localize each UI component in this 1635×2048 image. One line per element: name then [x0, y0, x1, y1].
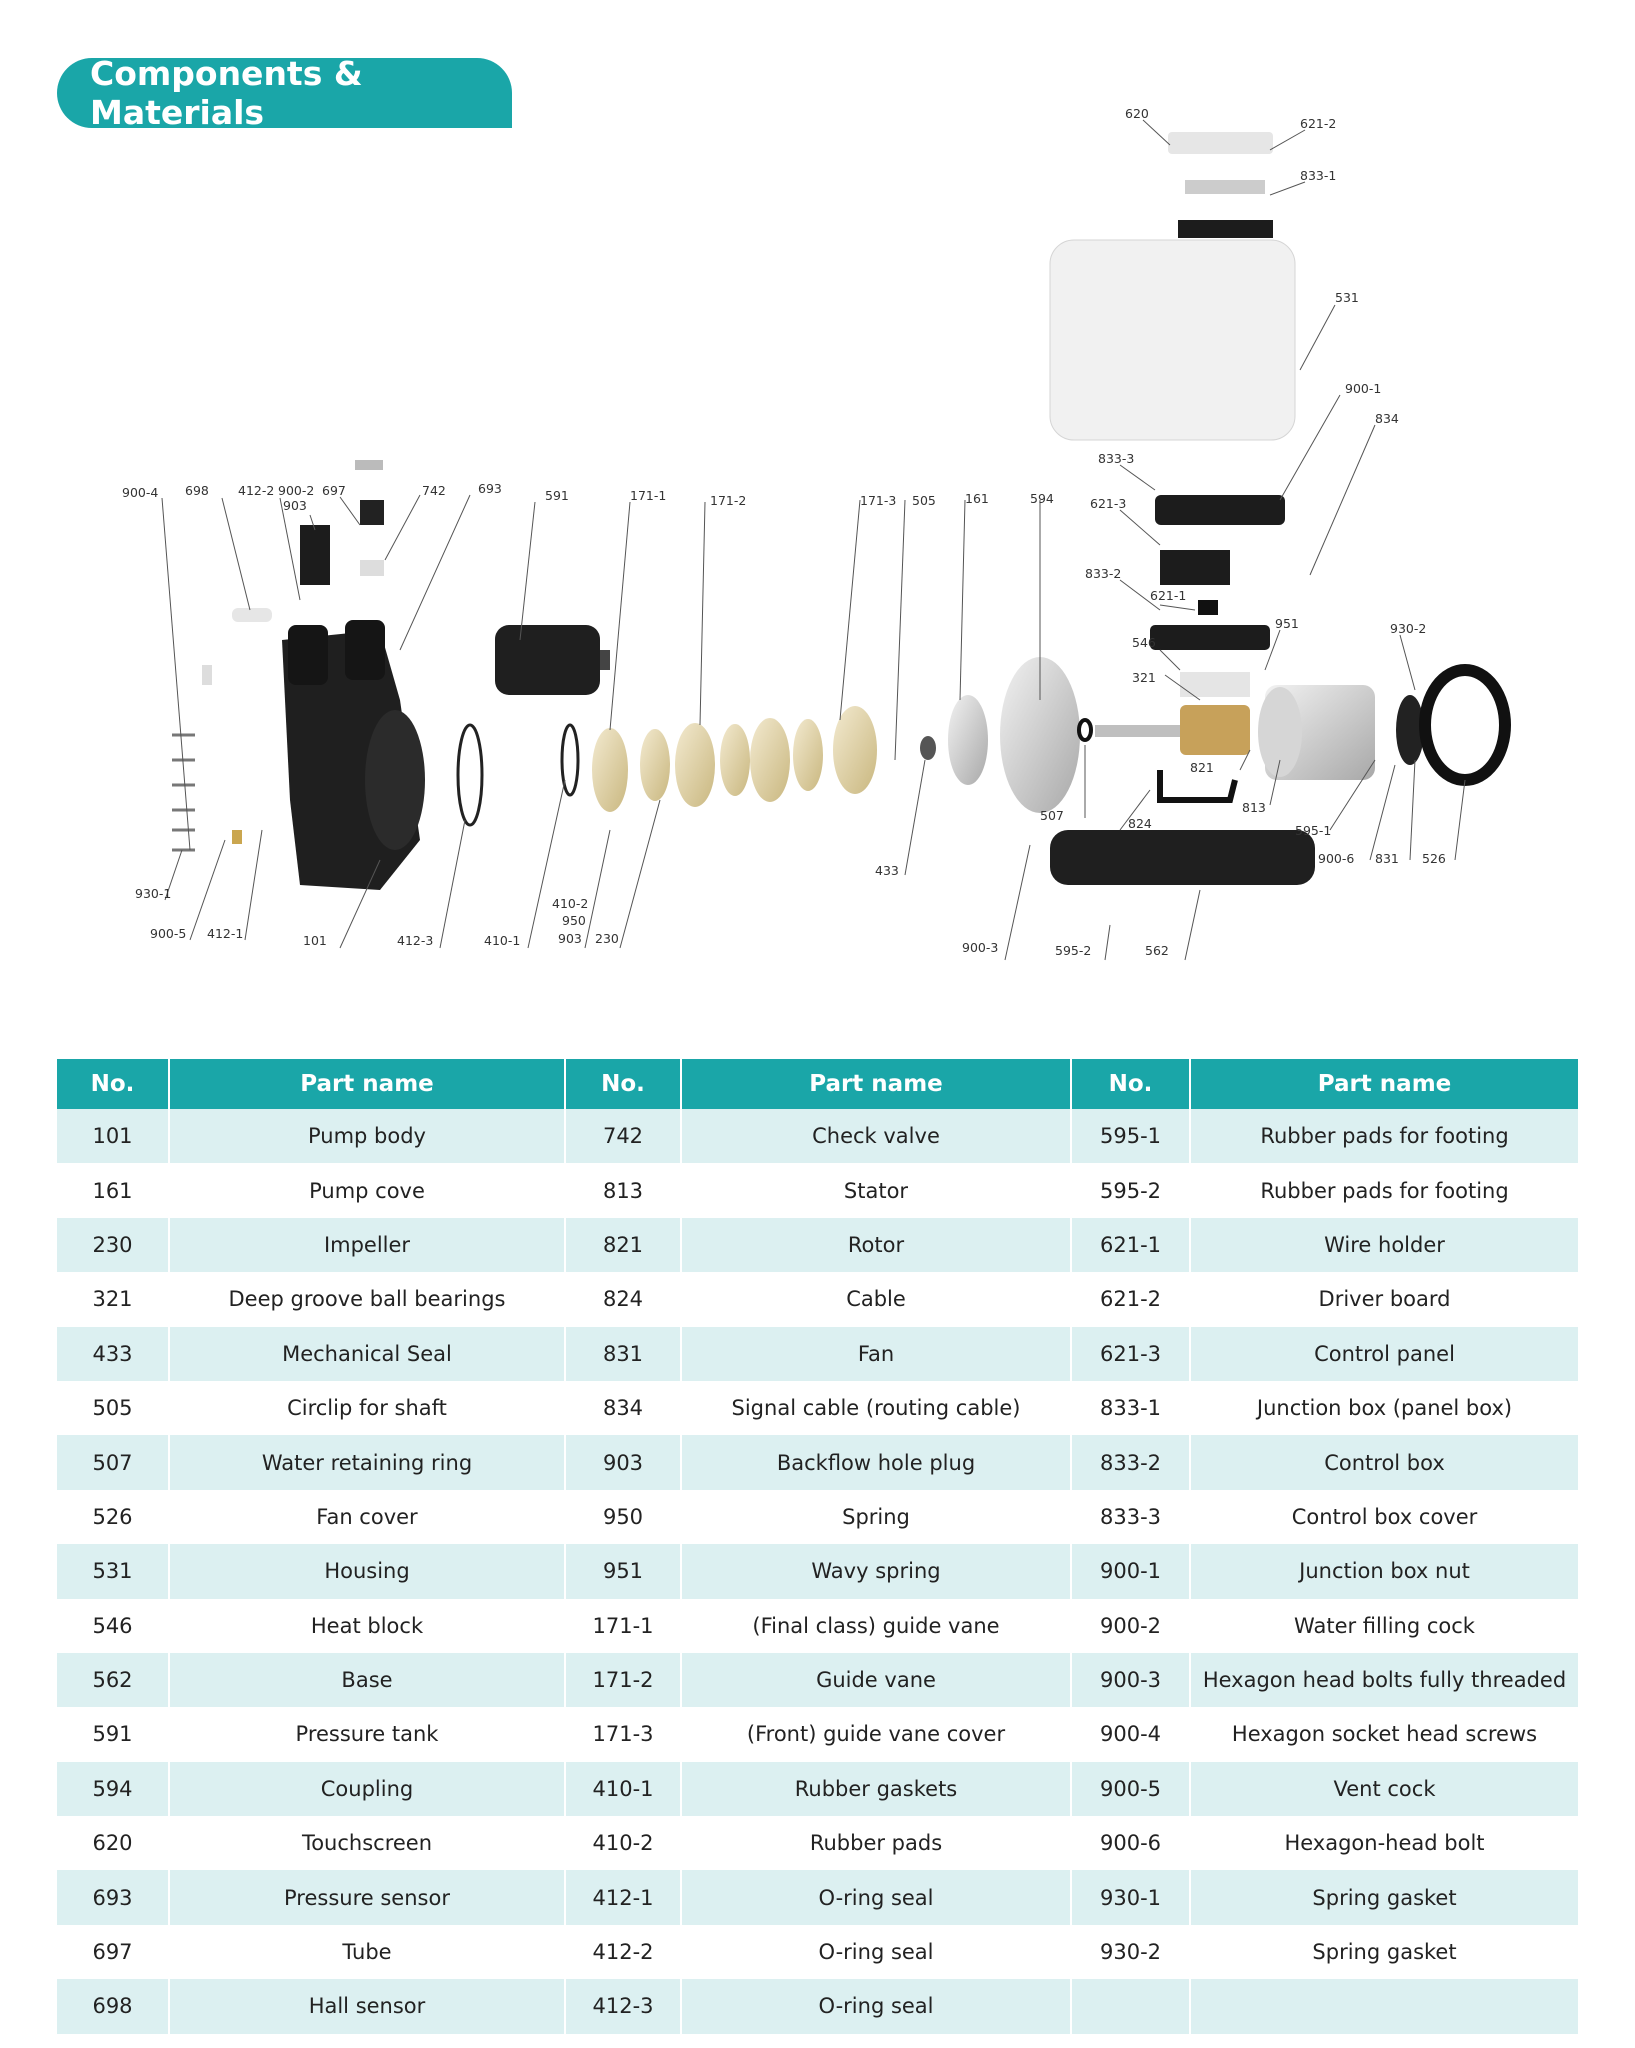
touchscreen-part [1168, 132, 1273, 154]
table-row [57, 1272, 1578, 1326]
table-cell: Control box cover [1190, 1490, 1578, 1544]
table-cell: 813 [565, 1163, 681, 1217]
callout-label: 101 [303, 933, 327, 948]
pressure-tank-part [495, 625, 600, 695]
callout-label: 161 [965, 491, 989, 506]
table-cell: Pressure tank [169, 1707, 565, 1761]
callout-label: 900-3 [962, 940, 999, 955]
table-cell: Rubber gaskets [681, 1762, 1071, 1816]
callout-label: 595-1 [1295, 823, 1332, 838]
table-cell: Check valve [681, 1109, 1071, 1163]
table-cell: 903 [565, 1435, 681, 1489]
wire-holder-part [1198, 600, 1218, 615]
table-cell: 621-3 [1071, 1327, 1190, 1381]
table-cell [1190, 1979, 1578, 2033]
control-panel-part [1160, 550, 1230, 585]
table-cell: Touchscreen [169, 1816, 565, 1870]
table-cell: Stator [681, 1163, 1071, 1217]
table-row [57, 1218, 1578, 1272]
table-cell: Driver board [1190, 1272, 1578, 1326]
table-cell: Rubber pads [681, 1816, 1071, 1870]
table-cell: Hexagon-head bolt [1190, 1816, 1578, 1870]
base-part [1050, 830, 1315, 885]
column-header: Part name [681, 1059, 1071, 1109]
table-row [57, 1435, 1578, 1489]
callout-label: 831 [1375, 851, 1399, 866]
table-cell: Housing [169, 1544, 565, 1598]
table-cell: 698 [57, 1979, 169, 2033]
table-cell: 171-1 [565, 1599, 681, 1653]
table-row [57, 1544, 1578, 1598]
housing-part [1050, 240, 1295, 440]
check-valve-part [300, 525, 330, 585]
table-cell: 526 [57, 1490, 169, 1544]
mechanical-seal-part [920, 736, 936, 760]
callout-label: 230 [595, 931, 619, 946]
column-header: No. [1071, 1059, 1190, 1109]
callout-label: 833-2 [1085, 566, 1122, 581]
callout-label: 900-4 [122, 485, 159, 500]
table-cell: 412-2 [565, 1925, 681, 1979]
table-cell: Fan cover [169, 1490, 565, 1544]
callout-label: 621-3 [1090, 496, 1127, 511]
table-cell: Spring gasket [1190, 1870, 1578, 1924]
table-cell: Circlip for shaft [169, 1381, 565, 1435]
guide-vane-part [592, 728, 628, 812]
table-row [57, 1490, 1578, 1544]
exploded-view-diagram [0, 0, 1635, 1000]
callout-label: 833-3 [1098, 451, 1135, 466]
impeller-part [640, 729, 670, 801]
table-cell: 410-2 [565, 1816, 681, 1870]
column-header: No. [57, 1059, 169, 1109]
table-row [57, 1979, 1578, 2033]
table-cell: 833-1 [1071, 1381, 1190, 1435]
callout-label: 412-1 [207, 926, 244, 941]
table-cell: Control panel [1190, 1327, 1578, 1381]
table-cell: O-ring seal [681, 1979, 1071, 2033]
table-cell: 621-1 [1071, 1218, 1190, 1272]
callout-label: 505 [912, 493, 936, 508]
callout-label: 621-1 [1150, 588, 1187, 603]
callout-label: 412-2 [238, 483, 275, 498]
rotor-part [1180, 705, 1250, 755]
callout-label: 951 [1275, 616, 1299, 631]
table-cell: Backflow hole plug [681, 1435, 1071, 1489]
table-cell: Deep groove ball bearings [169, 1272, 565, 1326]
vent-cock-part [202, 665, 212, 685]
table-cell: Coupling [169, 1762, 565, 1816]
table-cell: Vent cock [1190, 1762, 1578, 1816]
table-cell: 595-1 [1071, 1109, 1190, 1163]
table-cell: 546 [57, 1599, 169, 1653]
table-cell: 595-2 [1071, 1163, 1190, 1217]
table-cell: 831 [565, 1327, 681, 1381]
page-title: Components & Materials [57, 58, 512, 128]
table-cell: 824 [565, 1272, 681, 1326]
brass-fitting-part [232, 830, 242, 844]
table-row [57, 1109, 1578, 1163]
table-cell: Hexagon head bolts fully threaded [1190, 1653, 1578, 1707]
column-header: Part name [169, 1059, 565, 1109]
water-retaining-ring-part [1079, 720, 1091, 740]
callout-label: 930-1 [135, 886, 172, 901]
table-cell: 900-1 [1071, 1544, 1190, 1598]
callout-label: 531 [1335, 290, 1359, 305]
table-cell: 505 [57, 1381, 169, 1435]
table-cell: Spring [681, 1490, 1071, 1544]
callout-label: 507 [1040, 808, 1064, 823]
table-cell: 900-4 [1071, 1707, 1190, 1761]
pressure-sensor-base-part [360, 560, 384, 576]
table-cell: Water retaining ring [169, 1435, 565, 1489]
callout-label: 433 [875, 863, 899, 878]
impeller-part [793, 719, 823, 791]
table-cell: Heat block [169, 1599, 565, 1653]
callout-label: 821 [1190, 760, 1214, 775]
table-cell: 321 [57, 1272, 169, 1326]
table-cell: 412-3 [565, 1979, 681, 2033]
table-cell: 410-1 [565, 1762, 681, 1816]
table-cell: Pump body [169, 1109, 565, 1163]
table-row [57, 1762, 1578, 1816]
table-cell: 433 [57, 1327, 169, 1381]
table-cell: Hexagon socket head screws [1190, 1707, 1578, 1761]
table-cell: Signal cable (routing cable) [681, 1381, 1071, 1435]
table-row [57, 1599, 1578, 1653]
table-cell: Fan [681, 1327, 1071, 1381]
callout-label: 171-2 [710, 493, 747, 508]
callout-label: 930-2 [1390, 621, 1427, 636]
table-cell: 412-1 [565, 1870, 681, 1924]
callout-label: 903 [558, 931, 582, 946]
callout-label: 697 [322, 483, 346, 498]
pump-body-port-part [345, 620, 385, 680]
impeller-part [720, 724, 750, 796]
table-cell: 833-3 [1071, 1490, 1190, 1544]
fan-cover-part [1425, 670, 1505, 780]
callout-label: 412-3 [397, 933, 434, 948]
callout-label: 562 [1145, 943, 1169, 958]
table-row [57, 1653, 1578, 1707]
table-cell: 101 [57, 1109, 169, 1163]
table-cell: (Final class) guide vane [681, 1599, 1071, 1653]
callout-label: 950 [562, 913, 586, 928]
callout-label: 834 [1375, 411, 1399, 426]
table-cell: 697 [57, 1925, 169, 1979]
callout-label: 900-5 [150, 926, 187, 941]
table-cell: Pump cove [169, 1163, 565, 1217]
callout-label: 410-2 [552, 896, 589, 911]
table-cell: Junction box (panel box) [1190, 1381, 1578, 1435]
hall-sensor-part [232, 608, 272, 622]
table-cell: 594 [57, 1762, 169, 1816]
tube-part [355, 460, 383, 470]
callout-label: 410-1 [484, 933, 521, 948]
driver-board-part [1185, 180, 1265, 194]
table-cell: 591 [57, 1707, 169, 1761]
table-row [57, 1870, 1578, 1924]
callout-label: 620 [1125, 106, 1149, 121]
o-ring-part [458, 725, 482, 825]
callout-label: 591 [545, 488, 569, 503]
table-cell: 900-3 [1071, 1653, 1190, 1707]
table-cell: 531 [57, 1544, 169, 1598]
table-cell: 230 [57, 1218, 169, 1272]
table-cell: 620 [57, 1816, 169, 1870]
parts-table [57, 1059, 1578, 2034]
table-cell: Tube [169, 1925, 565, 1979]
table-cell: 900-5 [1071, 1762, 1190, 1816]
coupling-plate-part [948, 695, 988, 785]
column-header: Part name [1190, 1059, 1578, 1109]
table-cell: 930-2 [1071, 1925, 1190, 1979]
callout-label: 693 [478, 481, 502, 496]
table-row [57, 1163, 1578, 1217]
table-cell: Cable [681, 1272, 1071, 1326]
table-cell: Rubber pads for footing [1190, 1109, 1578, 1163]
table-cell: 621-2 [1071, 1272, 1190, 1326]
callout-label: 742 [422, 483, 446, 498]
pump-body-port-part [288, 625, 328, 685]
table-cell: Guide vane [681, 1653, 1071, 1707]
table-row [57, 1707, 1578, 1761]
table-cell: 161 [57, 1163, 169, 1217]
table-cell: Impeller [169, 1218, 565, 1272]
table-cell: 930-1 [1071, 1870, 1190, 1924]
callout-label: 824 [1128, 816, 1152, 831]
screw-set-part [172, 735, 195, 850]
table-cell: Base [169, 1653, 565, 1707]
table-cell: 834 [565, 1381, 681, 1435]
table-cell: Spring gasket [1190, 1925, 1578, 1979]
table-row [57, 1381, 1578, 1435]
pressure-tank-cap-part [600, 650, 610, 670]
callout-label: 595-2 [1055, 943, 1092, 958]
control-box-part [1150, 625, 1270, 650]
callout-label: 698 [185, 483, 209, 498]
table-cell: 171-3 [565, 1707, 681, 1761]
column-header: No. [565, 1059, 681, 1109]
table-cell: (Front) guide vane cover [681, 1707, 1071, 1761]
table-cell: 693 [57, 1870, 169, 1924]
callout-label: 621-2 [1300, 116, 1337, 131]
table-cell: 951 [565, 1544, 681, 1598]
table-cell: Wavy spring [681, 1544, 1071, 1598]
pressure-sensor-part [360, 500, 384, 525]
table-cell: 833-2 [1071, 1435, 1190, 1489]
table-cell: O-ring seal [681, 1870, 1071, 1924]
table-row [57, 1816, 1578, 1870]
callout-label: 900-6 [1318, 851, 1355, 866]
table-cell: 900-2 [1071, 1599, 1190, 1653]
callout-label: 900-2 [278, 483, 315, 498]
table-cell: 950 [565, 1490, 681, 1544]
table-cell: 742 [565, 1109, 681, 1163]
table-cell: O-ring seal [681, 1925, 1071, 1979]
callout-label: 594 [1030, 491, 1054, 506]
table-cell: Water filling cock [1190, 1599, 1578, 1653]
table-cell: Rotor [681, 1218, 1071, 1272]
table-row [57, 1327, 1578, 1381]
table-cell: Junction box nut [1190, 1544, 1578, 1598]
callout-label: 321 [1132, 670, 1156, 685]
control-box-cover-part [1155, 495, 1285, 525]
table-cell: 507 [57, 1435, 169, 1489]
callout-label: 171-1 [630, 488, 667, 503]
callout-label: 171-3 [860, 493, 897, 508]
table-cell: 900-6 [1071, 1816, 1190, 1870]
table-cell [1071, 1979, 1190, 2033]
table-cell: Rubber pads for footing [1190, 1163, 1578, 1217]
table-cell: Hall sensor [169, 1979, 565, 2033]
table-cell: 562 [57, 1653, 169, 1707]
stator-face-part [1258, 687, 1302, 777]
table-cell: 171-2 [565, 1653, 681, 1707]
pump-body-outlet-part [365, 710, 425, 850]
callout-label: 900-1 [1345, 381, 1382, 396]
table-cell: Control box [1190, 1435, 1578, 1489]
callout-label: 833-1 [1300, 168, 1337, 183]
table-row [57, 1925, 1578, 1979]
table-cell: Mechanical Seal [169, 1327, 565, 1381]
callout-label: 546 [1132, 635, 1156, 650]
callout-label: 903 [283, 498, 307, 513]
table-cell: 821 [565, 1218, 681, 1272]
table-cell: Pressure sensor [169, 1870, 565, 1924]
table-cell: Wire holder [1190, 1218, 1578, 1272]
callout-label: 813 [1242, 800, 1266, 815]
guide-vane-part [675, 723, 715, 807]
junction-box-part [1178, 220, 1273, 238]
parts-table-header [57, 1059, 1578, 1109]
guide-vane-part [750, 718, 790, 802]
callout-label: 526 [1422, 851, 1446, 866]
